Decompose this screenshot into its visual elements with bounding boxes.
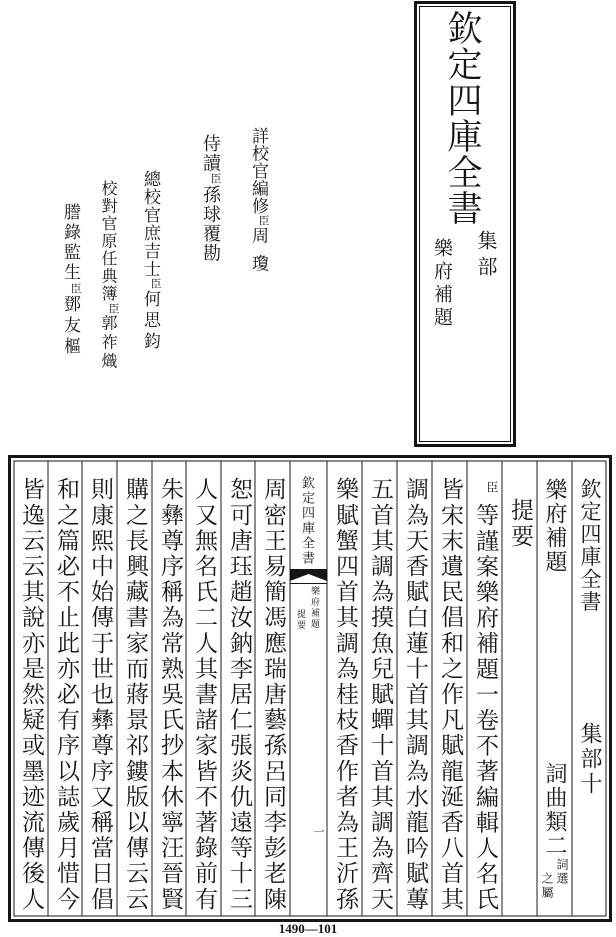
fold-section: 提要 [295,609,305,631]
tiyao-heading: 提要 [507,498,533,550]
classification-note: 之屬 [540,872,554,900]
official-name: 鄧友樞 [60,295,80,358]
chen-prefix: 臣 [485,481,499,493]
text-column: 周密王易簡馮應瑞唐藝孫呂同李彭老陳 [260,477,286,913]
official-name: 何思鈞 [140,290,160,353]
official-name: 孫球覆勘 [200,185,221,263]
page-number: 1490—101 [278,921,338,936]
official-title: 詳校官編修 [248,127,268,215]
text-column: 人又無名氏二人其書諸家皆不著錄前有 [191,477,217,913]
official-chen-mark: 臣 [107,302,120,315]
official-chen-mark: 臣 [69,283,82,295]
text-column: 調為天香賦白蓮十首其調為水龍吟賦蓴 [402,477,428,913]
leaf-number: 一 [312,826,325,837]
official-chen-mark: 臣 [209,173,222,185]
official-title: 謄錄監生 [60,203,80,283]
fish-tail-mark [290,567,327,585]
classification-note: 詞選 [555,858,569,886]
title-slip-title: 欽定四庫全書 [442,10,482,226]
official-title: 侍讀 [200,134,221,173]
official-name: 周瓊 [248,226,268,283]
official-chen-mark: 臣 [257,214,270,227]
text-column: 樂賦蟹四首其調為桂枝香作者為王沂孫 [332,477,358,913]
text-column: 五首其調為摸魚兒賦蟬十首其調為齊天 [367,477,393,913]
running-title: 欽定四庫全書 [578,478,602,613]
text-column: 皆宋末遺民倡和之作凡賦龍涎香八首其 [437,477,463,913]
official-title: 總校官庶吉士 [140,170,160,278]
book-title: 樂府補題 [542,478,567,574]
text-column: 則康熙中始傳于世也彝尊序又稱當日倡 [87,477,113,913]
official-name: 郭祚熾 [99,314,118,372]
classification: 詞曲類二 [542,762,567,858]
fold-book-title: 樂府補題 [309,586,319,630]
fold-title: 欽定四庫全書 [299,476,314,566]
section-label: 集部十 [577,722,602,797]
text-column: 皆逸云云其說亦是然疑或墨迹流傳後人 [18,477,44,913]
text-column: 朱彝尊序稱為常熟吳氏抄本休寧汪晉賢 [157,477,183,913]
title-slip-category: 集部 [474,230,498,282]
text-column: 和之篇必不止此亦必有序以誌歲月惜今 [53,477,79,913]
text-column: 等謹案樂府補題一卷不著編輯人名氏 [472,503,498,913]
text-column: 購之長興藏書家而蔣景祁鏤版以傳云云 [122,477,148,913]
title-slip-book: 樂府補題 [431,238,453,330]
official-chen-mark: 臣 [149,278,162,290]
official-title: 校對官原任典簿 [99,180,118,303]
text-column: 恕可唐珏趙汝鈉李居仁張炎仇遠等十三 [226,477,252,913]
